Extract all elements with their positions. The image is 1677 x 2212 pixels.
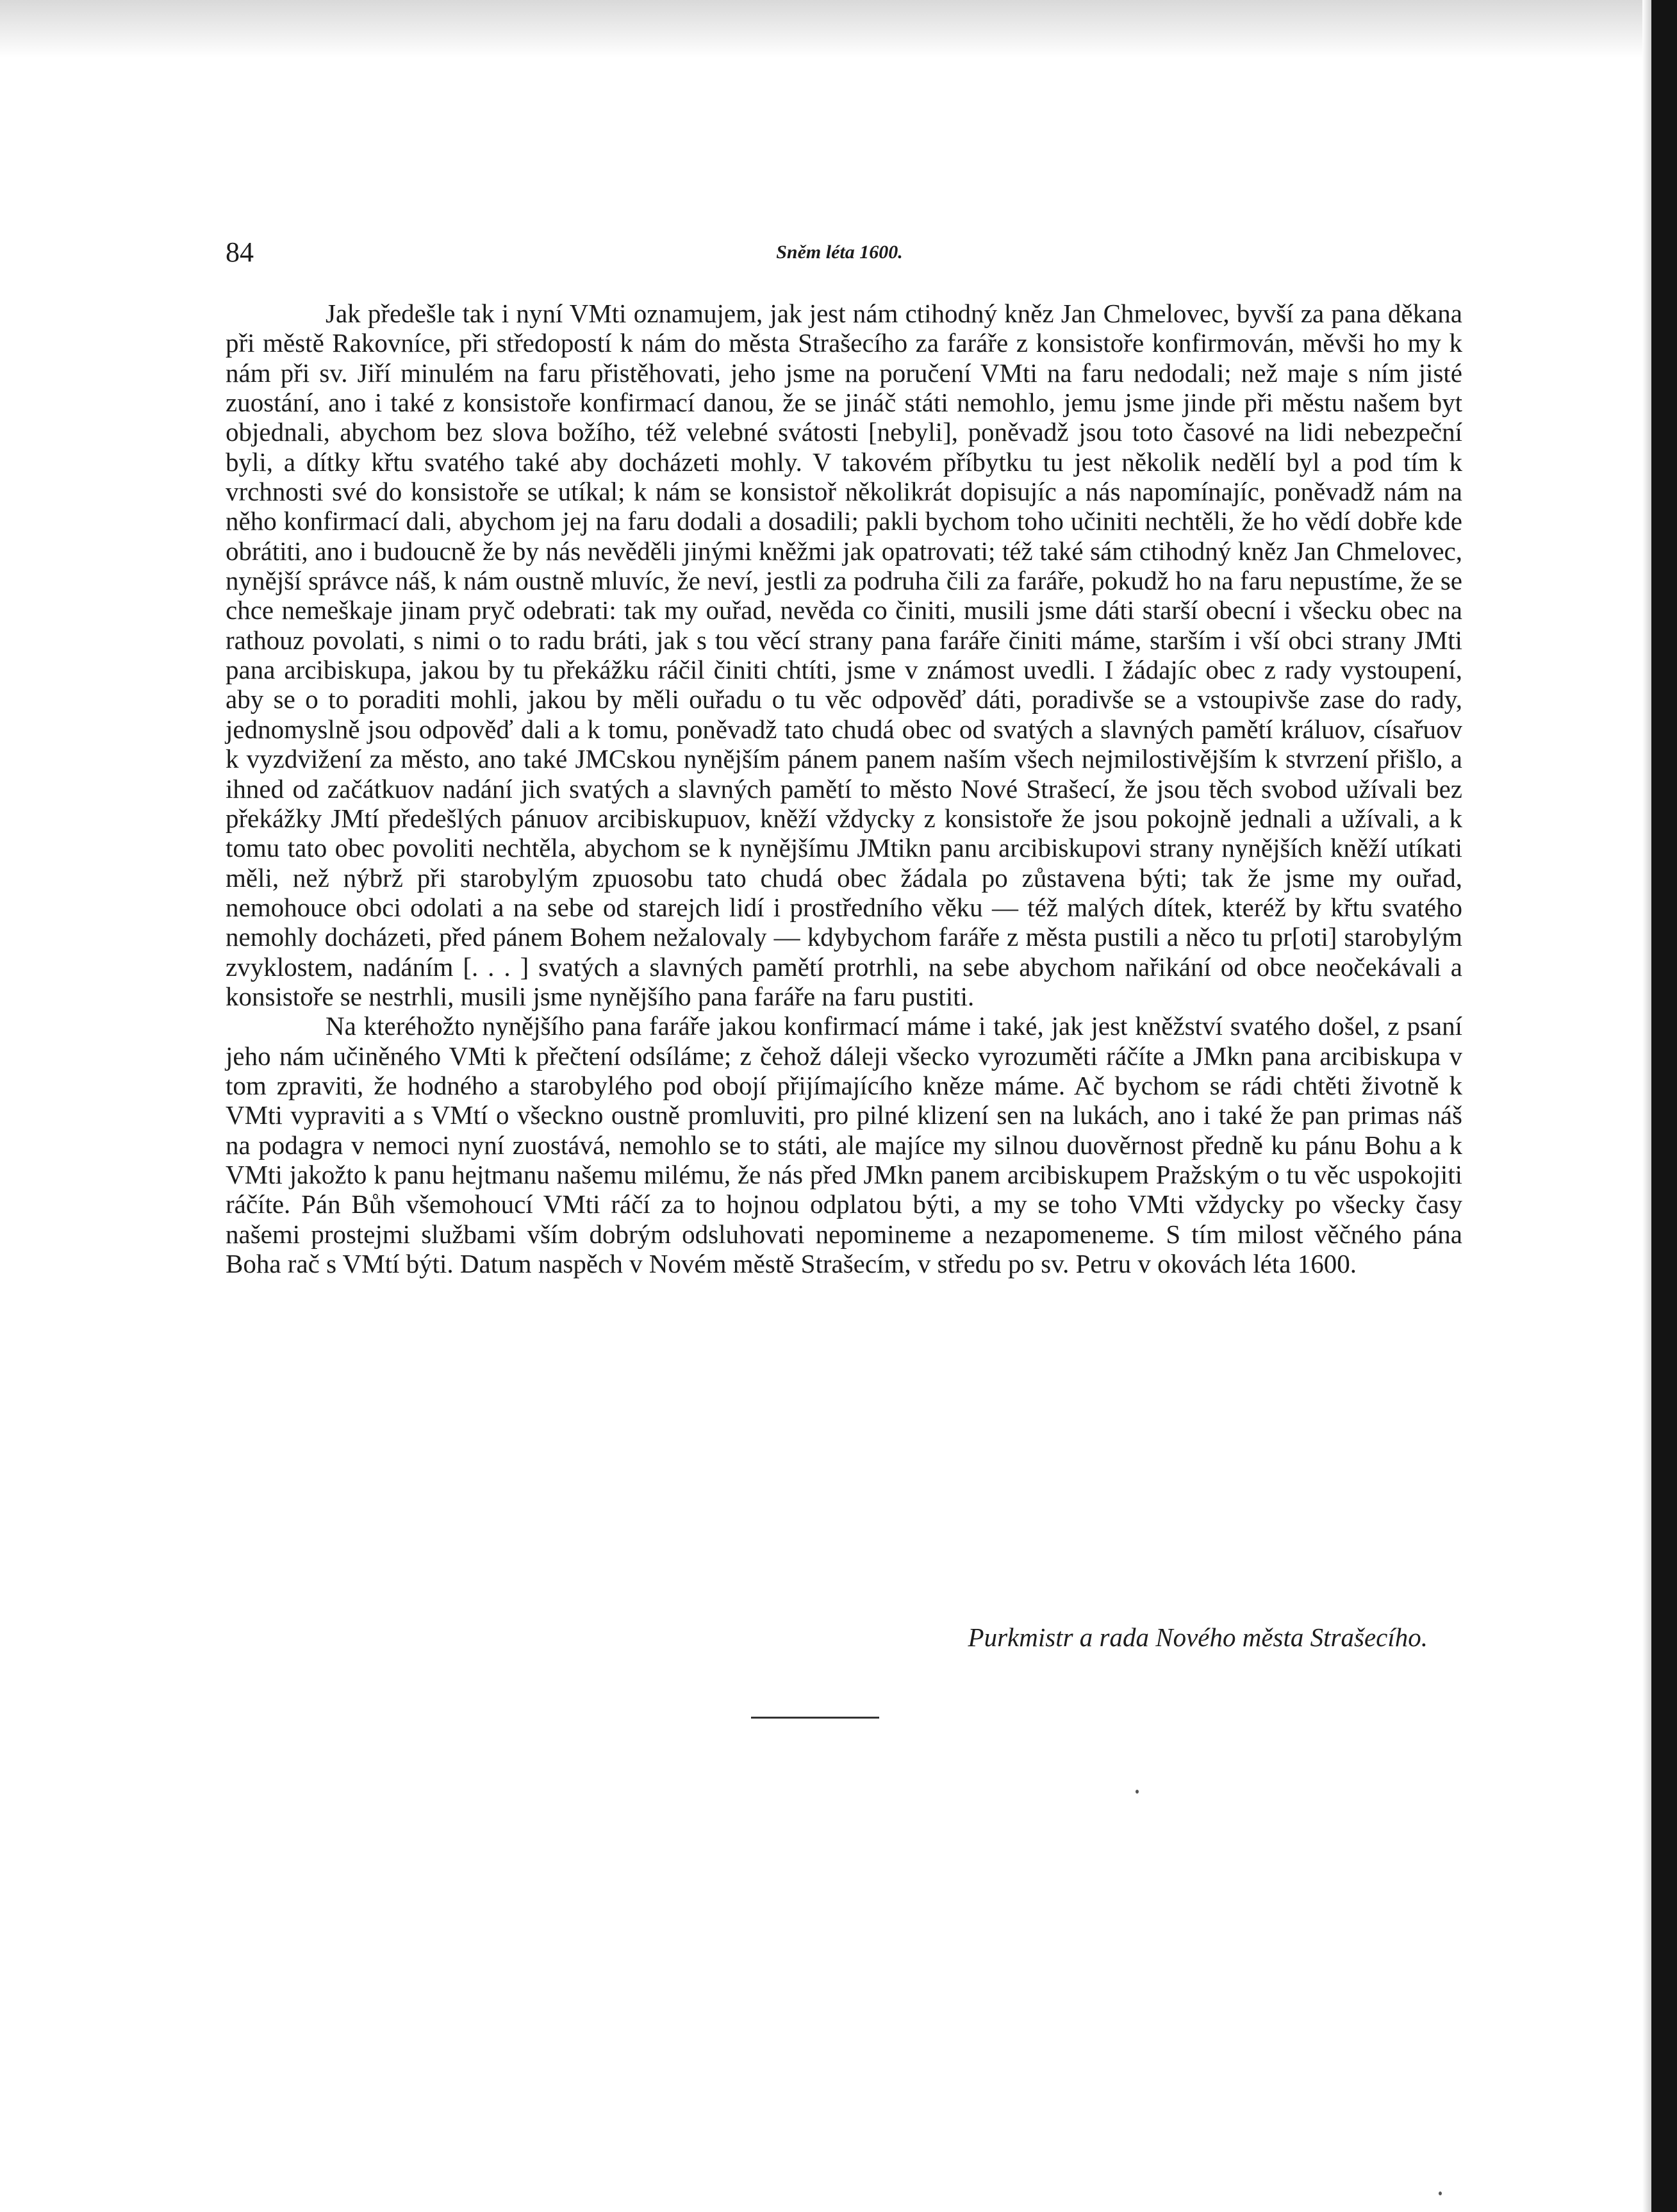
body-text: [226, 299, 1462, 1278]
signature: Purkmistr a rada Nového města Strašecího.: [968, 1622, 1428, 1652]
scan-speck: [1136, 1790, 1139, 1794]
paragraph: Na kteréhožto nynějšího pana faráře jakou konfirmací máme i také, jak jest kněžství svatého došel, z psaní jeho nám učiněného VMti k přečtení odsíláme; z čehož dáleji všecko vyrozuměti ráčíte a JMkn pana arcibiskupa v tom zpraviti, že hodného a starobylého pod obojí přijímajícího kněze máme. Ač bychom se rádi chtěti životně k VMti vypraviti a s VMtí o všeckno oustně promluviti, pro pilné klizení sen na lukách, ano i také že pan primas náš na podagra v nemoci nyní zuostává, nemohlo se to státi, ale majíce my silnou duověrnost předně ku pánu Bohu a k VMti jakožto k panu hejtmanu našemu milému, že nás před JMkn panem arcibiskupem Pražským o tu věc uspokojiti ráčíte. Pán Bůh všemohoucí VMti ráčí za to hojnou odplatou býti, a my se toho VMti vždycky po všecky časy našemi prostejmi službami vším dobrým odsluhovati nepomineme a nezapomeneme. S tím milost věčného pána Boha rač s VMtí býti. Datum naspěch v Novém městě Strašecím, v středu po sv. Petru v okovách léta 1600.: [226, 1011, 1462, 1278]
paragraph: Jak předešle tak i nyní VMti oznamujem, jak jest nám ctihodný kněz Jan Chmelovec, byvší za pana děkana při městě Rakovníce, při středopostí k nám do města Strašecího za faráře z konsistoře konfirmován, měvši ho my k nám při sv. Jiří minulém na faru přistěhovati, jeho jsme na poručení VMti na faru nedodali; než maje s ním jisté zuostání, ano i také z konsistoře konfirmací danou, že se jináč státi nemohlo, jemu jsme jinde při městu našem byt objednali, abychom bez slova božího, též velebné svátosti [nebyli], poněvadž jsou toto časové na lidi nebezpeční byli, a dítky křtu svatého také aby docházeti mohly. V takovém příbytku tu jest několik nedělí byl a pod tím k vrchnosti své do konsistoře se utíkal; k nám se konsistoř několikrát dopisujíc a nás napomínajíc, poněvadž nám na něho konfirmací dali, abychom jej na faru dodali a dosadili; pakli bychom toho učiniti nechtěli, že ho vědí dobře kde obrátiti, ano i budoucně že by nás nevěděli jinými kněžmi jak opatrovati; též také sám ctihodný kněz Jan Chmelovec, nynější správce náš, k nám oustně mluvíc, že neví, jestli za podruha čili za faráře, pokudž ho na faru nepustíme, že se chce nemeškaje jinam pryč odebrati: tak my ouřad, nevěda co činiti, musili jsme dáti starší obecní i všecku obec na rathouz povolati, s nimi o to radu bráti, jak s tou věcí strany pana faráře činiti máme, starším i vší obci strany JMti pana arcibiskupa, jakou by tu překážku ráčil činiti chtíti, jsme v známost uvedli. I žádajíc obec z rady vystoupení, aby se o to poraditi mohli, jakou by měli ouřadu o tu věc odpověď dáti, poradivše se a vstoupivše zase do rady, jednomyslně jsou odpověď dali a k tomu, poněvadž tato chudá obec od svatých a slavných pamětí králuov, císařuov k vyzdvižení za město, ano také JMCskou nynějším pánem panem naším všech nejmilostivějším k stvrzení přišlo, a ihned od začátkuov nadání jich svatých a slavných pamětí to město Nové Strašecí, že jsou těch svobod užívali bez překážky JMtí předešlých pánuov arcibiskupuov, kněží vždycky z konsistoře že jsou pokojně jednali a užívali, a k tomu tato obec povoliti nechtěla, abychom se k nynějšímu JMtikn panu arcibiskupovi strany nynějších kněží utíkati měli, než nýbrž při starobylým zpuosobu tato chudá obec žádala po zůstavena býti; tak že jsme my ouřad, nemohouce obci odolati a na sebe od starejch lidí i prostředního věku — též malých dítek, kteréž by křtu svatého nemohly docházeti, před pánem Bohem nežalovaly — kdybychom faráře z města pustili a něco tu pr[oti] starobylým zvyklostem, nadáním [. . . ] svatých a slavných pamětí protrhli, na sebe abychom nařikání od obce neočekávali a konsistoře se nestrhli, musili jsme nynějšího pana faráře na faru pustiti.: [226, 299, 1462, 1011]
scan-shadow-right: [1642, 0, 1651, 2212]
scan-border-right: [1651, 0, 1677, 2212]
scan-speck: [1439, 2191, 1442, 2195]
end-rule: [751, 1717, 879, 1719]
page-number: 84: [226, 236, 254, 268]
scan-shadow-top: [0, 0, 1642, 58]
running-head: Sněm léta 1600.: [776, 242, 903, 263]
